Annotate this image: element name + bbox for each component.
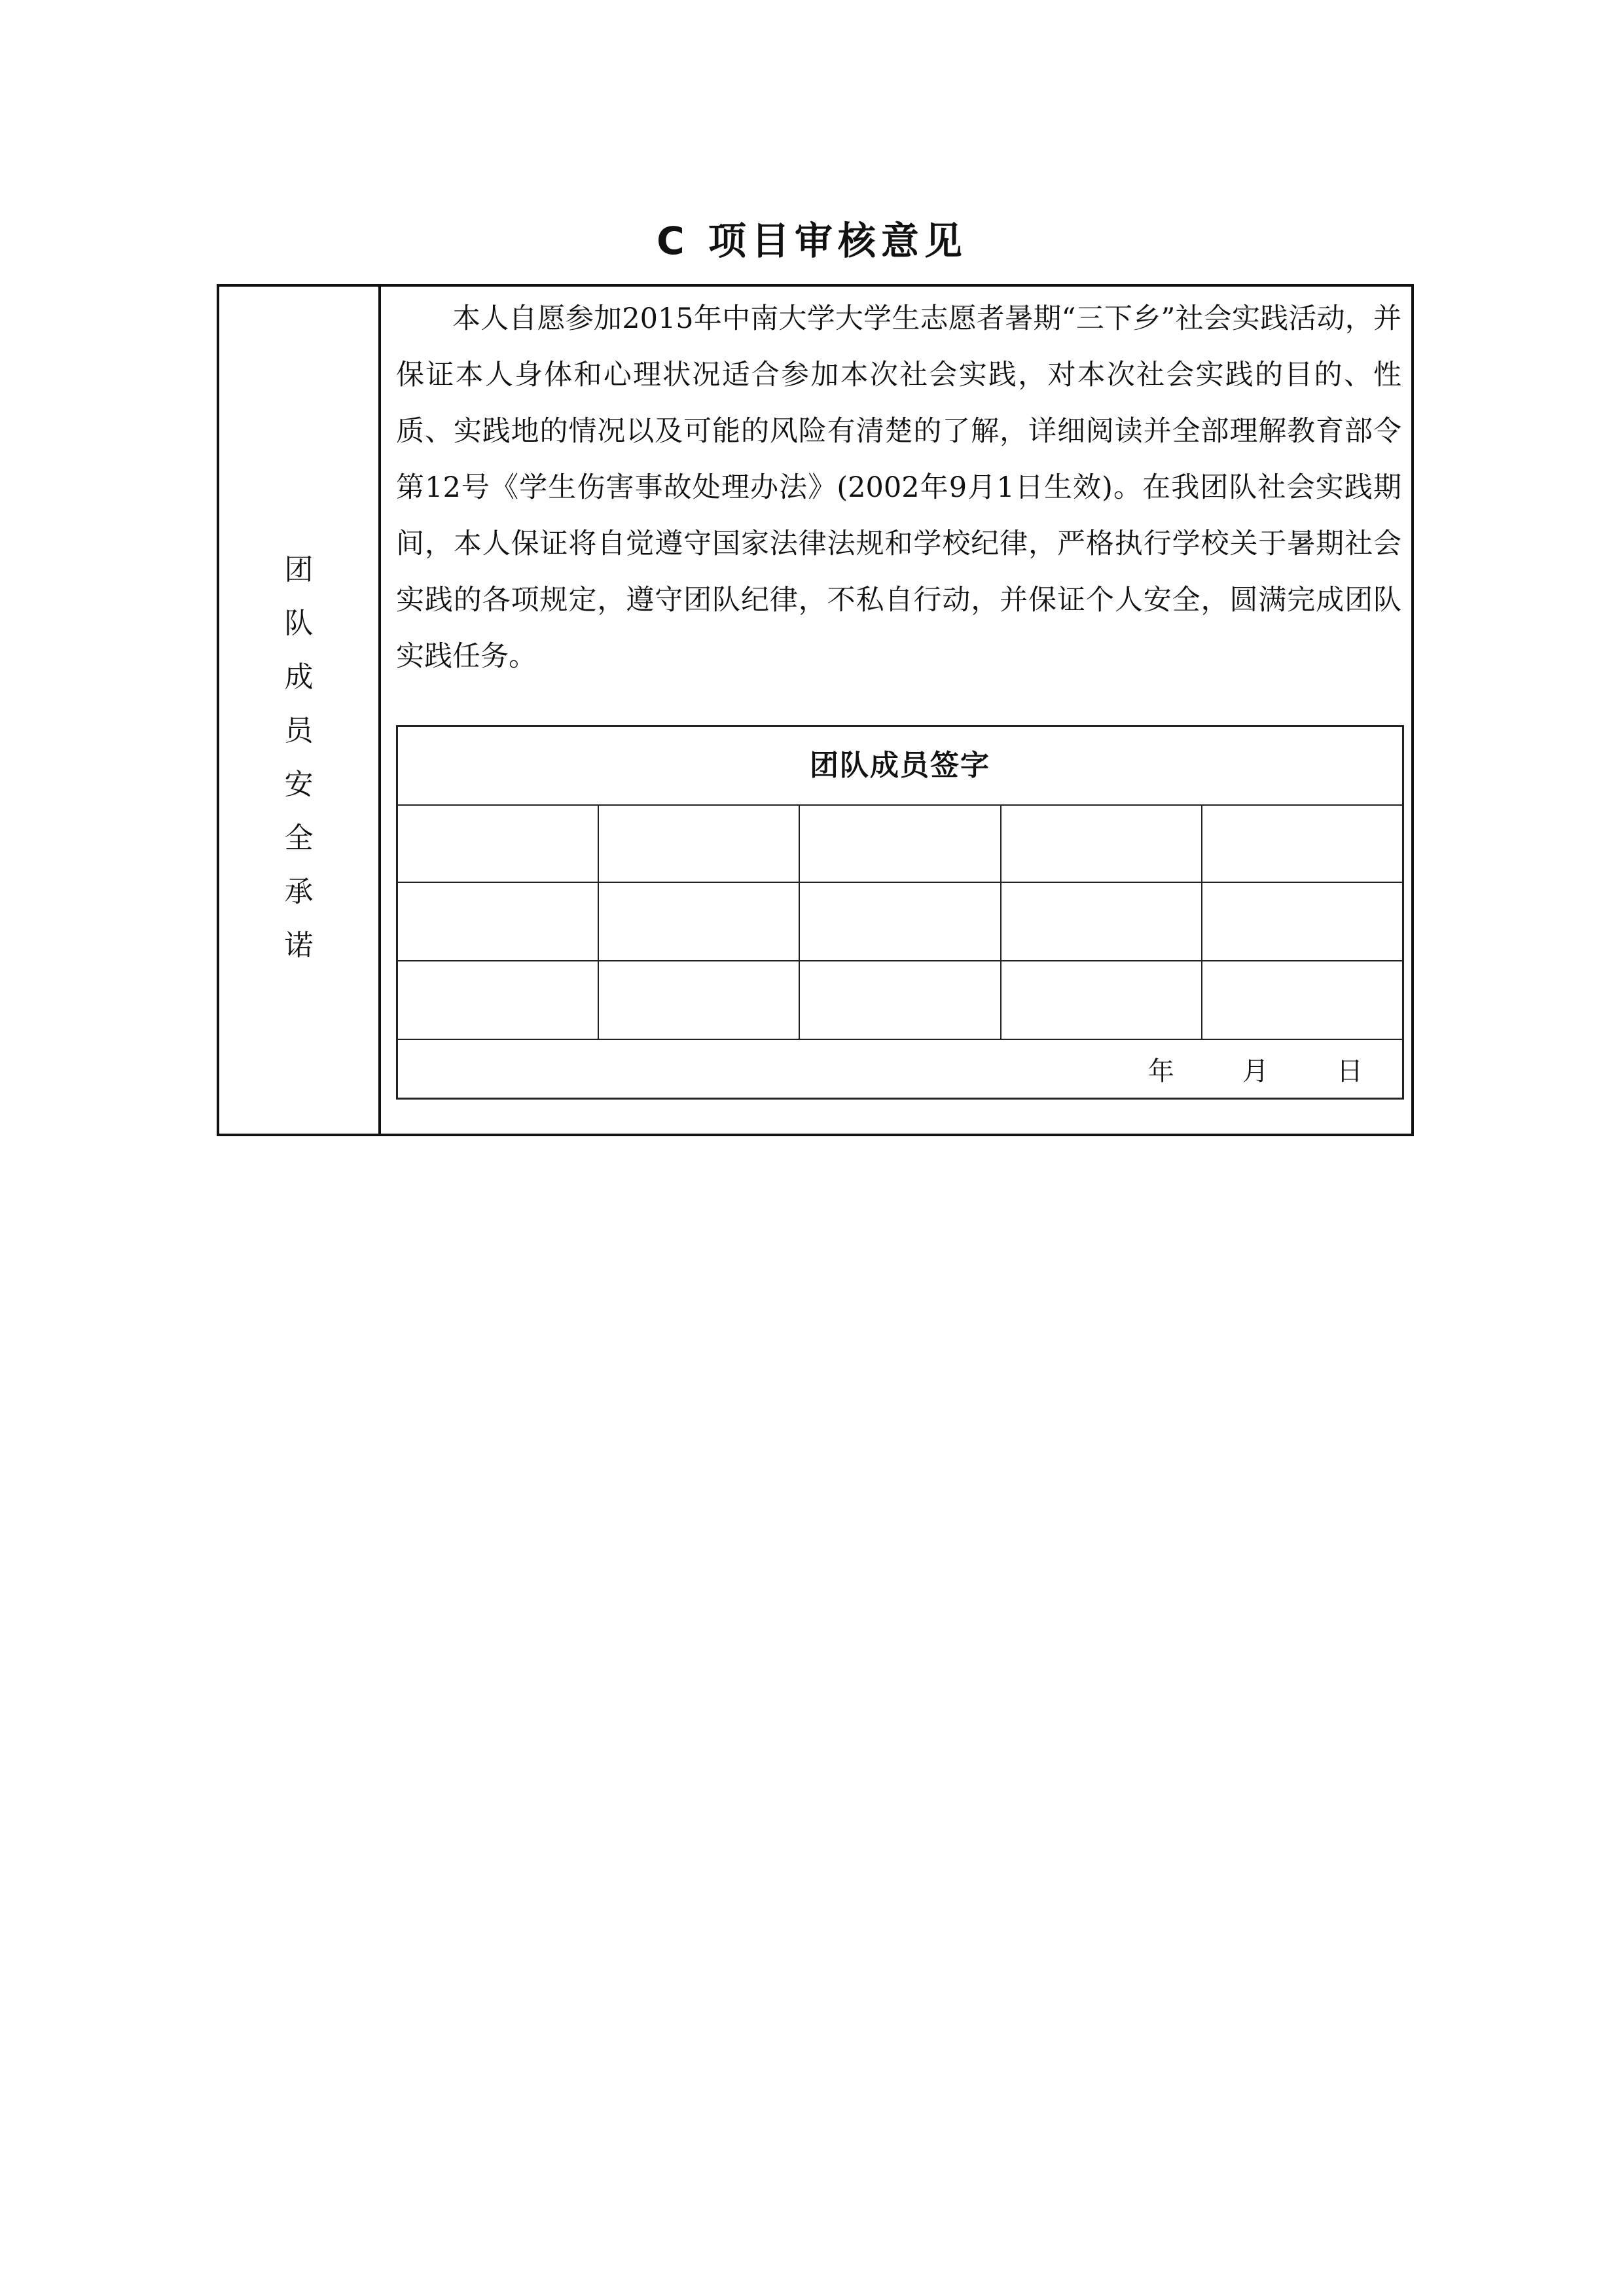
signature-grid <box>398 804 1402 1040</box>
signature-cell[interactable] <box>398 804 599 882</box>
signature-cell[interactable] <box>599 883 800 960</box>
side-label-char: 诺 <box>284 929 314 962</box>
side-label-char: 团 <box>284 553 314 586</box>
signature-cell[interactable] <box>800 804 1001 882</box>
commitment-table <box>217 284 1414 1136</box>
signature-row <box>398 883 1402 961</box>
side-label-char: 队 <box>284 607 314 640</box>
side-label-char: 员 <box>284 714 314 747</box>
signature-cell[interactable] <box>599 804 800 882</box>
signature-cell[interactable] <box>599 961 800 1039</box>
signature-row <box>398 961 1402 1040</box>
side-label-char: 成 <box>284 660 314 694</box>
signature-table <box>396 725 1404 1100</box>
signature-cell[interactable] <box>1202 961 1402 1039</box>
signature-cell[interactable] <box>1202 804 1402 882</box>
signature-row <box>398 804 1402 883</box>
date-day-label: 日 <box>1337 1056 1363 1086</box>
signature-cell[interactable] <box>800 961 1001 1039</box>
side-label <box>219 543 378 973</box>
statement-text: 本人自愿参加2015年中南大学大学生志愿者暑期“三下乡”社会实践活动，并保证本人身体和心理状况适合参加本次社会实践，对本次社会实践的目的、性质、实践地的情况以及可能的风险有清楚的了解，详细阅读并全部理解教育部令第12号《学生伤害事故处理办法》(2002年9月1日生效)。在我团队社会实践期间，本人保证将自觉遵守国家法律法规和学校纪律，严格执行学校关于暑期社会实践的各项规定，遵守团队纪律，不私自行动，并保证个人安全，圆满完成团队实践任务。 <box>396 302 1401 673</box>
signature-cell[interactable] <box>1202 883 1402 960</box>
side-label-char: 承 <box>284 875 314 908</box>
signature-cell[interactable] <box>1001 883 1202 960</box>
date-row <box>398 1040 1402 1098</box>
signature-cell[interactable] <box>1001 961 1202 1039</box>
signature-cell[interactable] <box>800 883 1001 960</box>
signature-cell[interactable] <box>1001 804 1202 882</box>
signature-cell[interactable] <box>398 961 599 1039</box>
date-year-label: 年 <box>1148 1056 1174 1086</box>
signature-cell[interactable] <box>398 883 599 960</box>
signature-header: 团队成员签字 <box>398 727 1402 806</box>
side-label-char: 全 <box>284 821 314 855</box>
commitment-statement <box>396 291 1401 685</box>
side-label-char: 安 <box>284 768 314 801</box>
column-divider <box>378 287 381 1134</box>
page-title: C 项目审核意见 <box>657 219 967 263</box>
date-month-label: 月 <box>1242 1056 1269 1086</box>
